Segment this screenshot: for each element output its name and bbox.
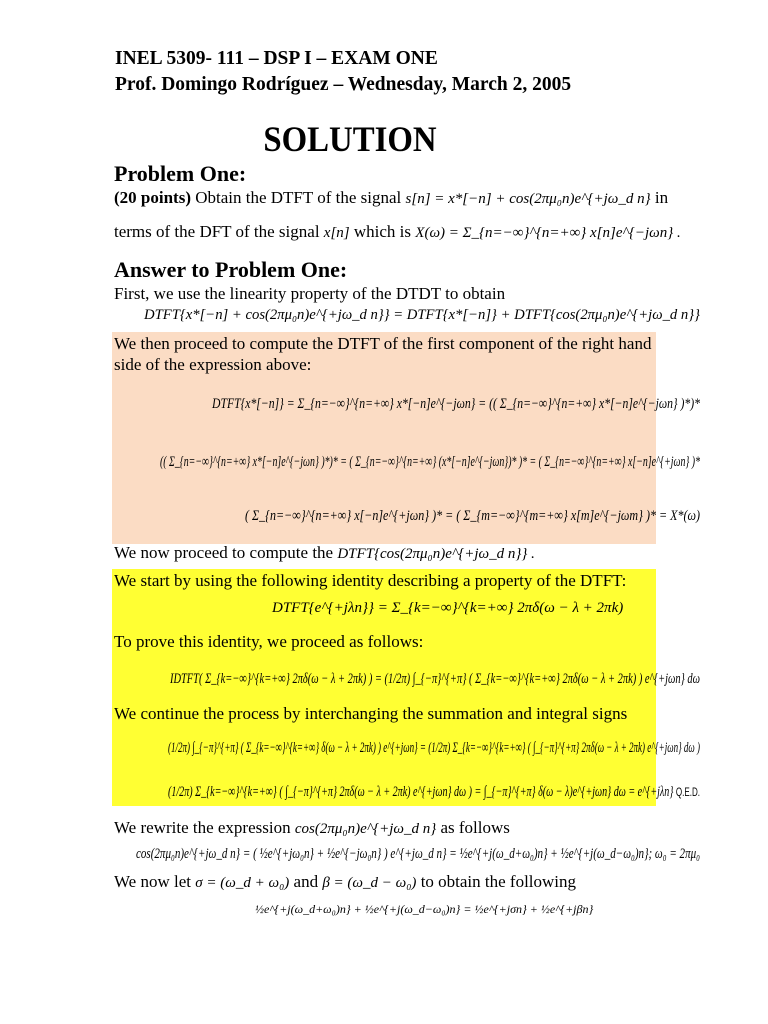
interchange-2-expression: (1/2π) Σ_{k=−∞}^{k=+∞} ( ∫_{−π}^{+π} 2πδ(ω − λ + 2πk) e^{+jωn} dω ) = ∫_{−π}^{+π} δ(ω − λ)e^{+jωn} dω = e^{+jλn} <box>168 784 674 800</box>
answer-heading: Answer to Problem One: <box>114 257 348 282</box>
equation-idtft: IDTFT( Σ_{k=−∞}^{k=+∞} 2πδ(ω − λ + 2πk) ) = (1/2π) ∫_{−π}^{+π} ( Σ_{k=−∞}^{k=+∞} 2πδ(ω − λ + 2πk) ) e^{+jωn} dω <box>170 671 700 687</box>
para-8-text-c: to obtain the following <box>420 872 577 891</box>
para-8-text-b: and <box>293 872 319 891</box>
para-7-expression: cos(2πμ₀n)e^{+jω_d n} <box>294 821 437 837</box>
answer-para-7 <box>114 818 510 838</box>
statement-text-a: Obtain the DTFT of the signal <box>195 188 402 207</box>
signal-expression: s[n] = x*[−n] + cos(2πμ₀n)e^{+jω_d n} <box>405 191 651 207</box>
problem-heading: Problem One: <box>114 161 247 186</box>
equation-conj-1: DTFT{x*[−n]} = Σ_{n=−∞}^{n=+∞} x*[−n]e^{−jωn} = (( Σ_{n=−∞}^{n=+∞} x*[−n]e^{−jωn} )*)* <box>212 396 700 412</box>
equation-interchange-1: (1/2π) ∫_{−π}^{+π} ( Σ_{k=−∞}^{k=+∞} δ(ω − λ + 2πk) ) e^{+jωn} = (1/2π) Σ_{k=−∞}^{k=+∞} ( ∫_{−π}^{+π} 2πδ(ω − λ + 2πk) e^{+jωn} dω ) <box>168 740 700 756</box>
beta-definition: β = (ω_d − ω₀) <box>322 875 417 891</box>
para-3-text: We now proceed to compute the <box>114 543 334 562</box>
statement-text-c: terms of the DFT of the signal <box>114 222 320 241</box>
answer-para-4: We start by using the following identity describing a property of the DTFT: <box>114 571 627 590</box>
dtft-definition: X(ω) = Σ_{n=−∞}^{n=+∞} x[n]e^{−jωn} . <box>415 225 681 241</box>
answer-para-5: To prove this identity, we proceed as follows: <box>114 632 424 651</box>
equation-identity: DTFT{e^{+jλn}} = Σ_{k=−∞}^{k=+∞} 2πδ(ω − λ + 2πk) <box>272 600 624 616</box>
header-professor-line: Prof. Domingo Rodríguez – Wednesday, March 2, 2005 <box>115 74 572 95</box>
equation-cosine-expansion: cos(2πμ₀n)e^{+jω_d n} = ( ½e^{+jω₀n} + ½e^{−jω₀n} ) e^{+jω_d n} = ½e^{+j(ω_d+ω₀)n} + ½e^{+j(ω_d−ω₀)n}; ω₀ = 2πμ₀ <box>136 846 700 862</box>
statement-text-d: which is <box>353 222 412 241</box>
page-title: SOLUTION <box>263 119 437 159</box>
equation-linearity: DTFT{x*[−n] + cos(2πμ₀n)e^{+jω_d n}} = DTFT{x*[−n]} + DTFT{cos(2πμ₀n)e^{+jω_d n}} <box>144 307 700 323</box>
para-7-text-b: as follows <box>440 818 510 837</box>
para-7-text-a: We rewrite the expression <box>114 818 291 837</box>
xn-expression: x[n] <box>323 225 350 241</box>
answer-para-6: We continue the process by interchanging the summation and integral signs <box>114 704 628 723</box>
answer-para-3 <box>114 543 535 563</box>
problem-statement-line2 <box>114 222 681 242</box>
equation-conj-2: (( Σ_{n=−∞}^{n=+∞} x*[−n]e^{−jωn} )*)* = ( Σ_{n=−∞}^{n=+∞} (x*[−n]e^{−jωn})* )* = ( Σ_{n=−∞}^{n=+∞} x[−n]e^{+jωn} )* <box>160 454 700 470</box>
answer-para-2: We then proceed to compute the DTFT of the first component of the right hand side of the expression above: <box>114 334 652 374</box>
answer-para-8 <box>114 872 576 892</box>
equation-sigma-beta: ½e^{+j(ω_d+ω₀)n} + ½e^{+j(ω_d−ω₀)n} = ½e^{+jσn} + ½e^{+jβn} <box>255 902 594 916</box>
equation-interchange-2 <box>168 784 700 801</box>
equation-conj-3: ( Σ_{n=−∞}^{n=+∞} x[−n]e^{+jωn} )* = ( Σ_{m=−∞}^{m=+∞} x[m]e^{−jωm} )* = X*(ω) <box>245 508 700 524</box>
problem-statement-line1 <box>114 188 668 208</box>
answer-para-1: First, we use the linearity property of the DTDT to obtain <box>114 284 506 303</box>
para-8-text-a: We now let <box>114 872 191 891</box>
statement-text-b: in <box>654 188 669 207</box>
points-label: (20 points) <box>114 188 191 207</box>
qed-mark: Q.E.D. <box>675 785 700 799</box>
header-course-line: INEL 5309- 111 – DSP I – EXAM ONE <box>115 48 438 69</box>
sigma-definition: σ = (ω_d + ω₀) <box>195 875 290 891</box>
para-3-expression: DTFT{cos(2πμ₀n)e^{+jω_d n}} . <box>337 546 535 562</box>
